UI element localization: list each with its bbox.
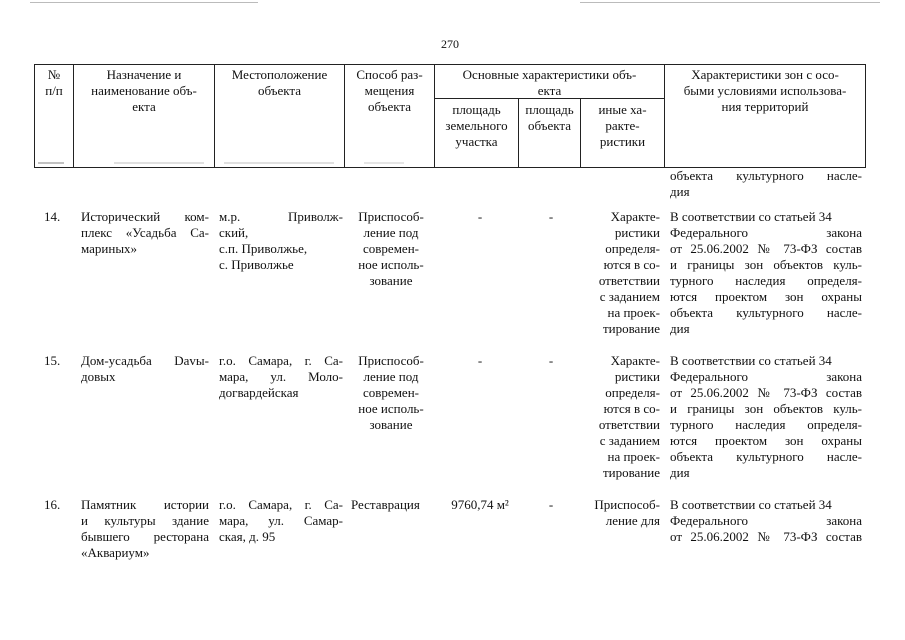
scan-artifact-speck [114, 162, 204, 164]
row-location: м.р. Приволж- ский, с.п. Приволжье, с. Приволжье [219, 209, 343, 272]
scan-artifact-speck [38, 162, 64, 164]
row-number: 16. [44, 497, 61, 512]
row-land-area: 9760,74 м² [451, 497, 509, 512]
row-placement: Реставрация [351, 497, 420, 512]
row-name: Исторический ком- плекс «Усадьба Са- мариных» [81, 209, 209, 256]
row-zones: В соответствии со статьей 34 Федерального закона от 25.06.2002 № 73-ФЗ состав и границы зон объектов куль- турного наследия определя- ются проектом зон охраны объекта культурного насле- дия [670, 353, 862, 480]
row-name: Дом-усадьба Davы- довых [81, 353, 209, 384]
row-object-area: - [548, 209, 554, 224]
scan-artifact-line [580, 2, 880, 3]
header-main-characteristics: Основные характеристики объ- екта [462, 67, 637, 98]
row-zones: В соответствии со статьей 34 Федерального закона от 25.06.2002 № 73-ФЗ состав [670, 497, 862, 544]
header-placement: Способ раз- мещения объекта [356, 67, 423, 114]
row-object-area: - [548, 353, 554, 368]
row-other-characteristics: Характе- ристики определя- ются в со- ответствии с заданием на проек- тирование [598, 353, 660, 480]
page-number: 270 [441, 37, 459, 51]
header-location: Местоположение объекта [231, 67, 328, 98]
header-zones: Характеристики зон с осо- быми условиями использова- ния территорий [683, 67, 847, 114]
row-zones: В соответствии со статьей 34 Федерального закона от 25.06.2002 № 73-ФЗ состав и границы зон объектов куль- турного наследия определя- ются проектом зон охраны объекта культурного насле- дия [670, 209, 862, 336]
header-object-area: площадь объекта [525, 102, 574, 133]
header-other-characteristics: иные ха- ракте- ристики [598, 102, 647, 149]
row-location: г.о. Самара, г. Са- мара, ул. Моло- догвардейская [219, 353, 343, 400]
row-other-characteristics: Характе- ристики определя- ются в со- ответствии с заданием на проек- тирование [598, 209, 660, 336]
row-placement: Приспособ- ление под современ- ное исполь- зование [358, 209, 424, 288]
row-name: Памятник истории и культуры здание бывшего ресторана «Аквариум» [81, 497, 209, 560]
header-land-area: площадь земельного участка [445, 102, 508, 149]
header-num: № п/п [45, 67, 63, 98]
header-name: Назначение и наименование объ- екта [91, 67, 197, 114]
row-location: г.о. Самара, г. Са- мара, ул. Самар- ская, д. 95 [219, 497, 343, 544]
scan-artifact-line [30, 2, 258, 3]
row-land-area: - [477, 353, 483, 368]
scan-artifact-speck [364, 162, 404, 164]
row-other-characteristics: Приспособ- ление для [594, 497, 660, 528]
row-number: 14. [44, 209, 61, 224]
row-number: 15. [44, 353, 61, 368]
row-object-area: - [548, 497, 554, 512]
row-land-area: - [477, 209, 483, 224]
table-header [34, 64, 866, 168]
carryover-zones-text: объекта культурного насле- дия [670, 168, 862, 199]
scan-artifact-speck [224, 162, 334, 164]
row-placement: Приспособ- ление под современ- ное исполь- зование [358, 353, 424, 432]
